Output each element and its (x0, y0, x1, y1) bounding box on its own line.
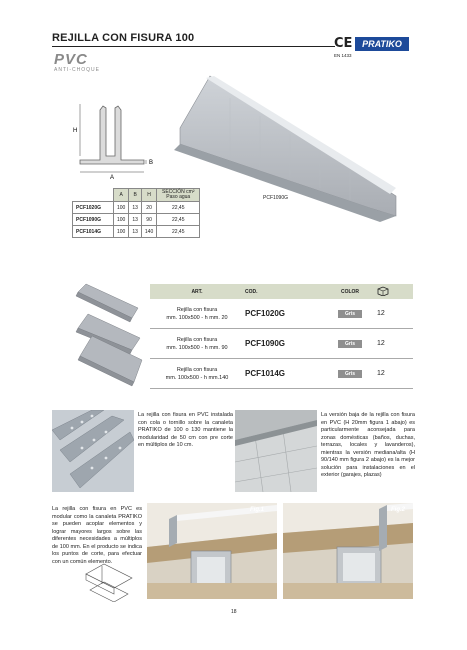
material-sub-label: ANTI-CHOQUE (54, 67, 100, 73)
figure-2-label: Fig.2 (391, 507, 406, 513)
ce-mark-icon: CE (334, 36, 353, 51)
table-row: PCF1014G 100 13 140 22,45 (73, 226, 200, 238)
page-number: 18 (231, 609, 237, 615)
product-table (150, 284, 413, 389)
installed-grate-photo (52, 410, 134, 492)
low-version-description: La versión baja de la rejilla con fisura en PVC (H 20mm figura 1 abajo) es particularmente aconsejada para zonas domésticas (baños, duchas, terrazas, locales y lavanderos), mientras la versión mediana/alta (H 90/140 mm figura 2 abajo) es la mejor solución para instalaciones en el exterior (garajes, plazas) (321, 412, 415, 478)
table-row: PCF1020G 100 13 20 22,45 (73, 202, 200, 214)
figure-1-label: Fig.1 (250, 507, 265, 513)
installed-description: La rejilla con fisura en PVC instalada con cola o tornillo sobre la canaleta PRATIKO de 100 o 130 mantiene la modularidad de 50 cm con pre corte en múltiplos de 10 cm. (138, 412, 233, 448)
dim-a-label: A (110, 175, 115, 180)
table-row: Rejilla con fisura mm. 100x500 - h mm. 20 PCF1020G Gris 12 (150, 299, 413, 329)
color-badge: Gris (338, 310, 362, 318)
dims-header-b: B (129, 189, 142, 202)
material-label: PVC (54, 51, 88, 68)
prod-header-cod: COD. (244, 284, 324, 299)
table-row: PCF1090G 100 13 90 22,45 (73, 214, 200, 226)
table-row: Rejilla con fisura mm. 100x500 - h mm. 90 PCF1090G Gris 12 (150, 329, 413, 359)
color-badge: Gris (338, 340, 362, 348)
color-badge: Gris (338, 370, 362, 378)
package-icon (377, 286, 389, 296)
modular-description: La rejilla con fisura en PVC es modular como la canaleta PRATIKO se pueden acoplar elementos y lograr mayores largos sobre las diferentes necesidades a múltiplos de 100 mm. En el producto se indica los puntos de corte, para efectuar con un común elemento. (52, 506, 142, 565)
product-variants-image (72, 278, 147, 388)
product-render-image (170, 68, 422, 226)
page-title: REJILLA CON FISURA 100 (52, 32, 195, 44)
title-rule (52, 46, 335, 47)
prod-header-color: COLOR (324, 284, 376, 299)
figure-1-cutaway (147, 503, 277, 599)
dimensions-table (72, 188, 200, 238)
table-row: Rejilla con fisura mm. 100x500 - h mm.140 PCF1014G Gris 12 (150, 359, 413, 389)
prod-header-art: ART. (150, 284, 244, 299)
tiled-floor-photo (235, 410, 317, 492)
figure-2-cutaway (283, 503, 413, 599)
ce-code: EN 1433 (334, 53, 352, 58)
render-product-label: PCF1090G (263, 195, 289, 201)
dim-b-label: B (149, 160, 154, 166)
dims-header-a: A (114, 189, 129, 202)
brand-logo: PRATIKO (355, 37, 409, 51)
dims-header-section: SECCIÓN cm² Paso agua (157, 189, 200, 202)
dim-h-label: H (73, 128, 78, 134)
dims-header-h: H (141, 189, 156, 202)
assembly-diagram (82, 560, 137, 602)
cross-section-drawing (70, 98, 160, 180)
